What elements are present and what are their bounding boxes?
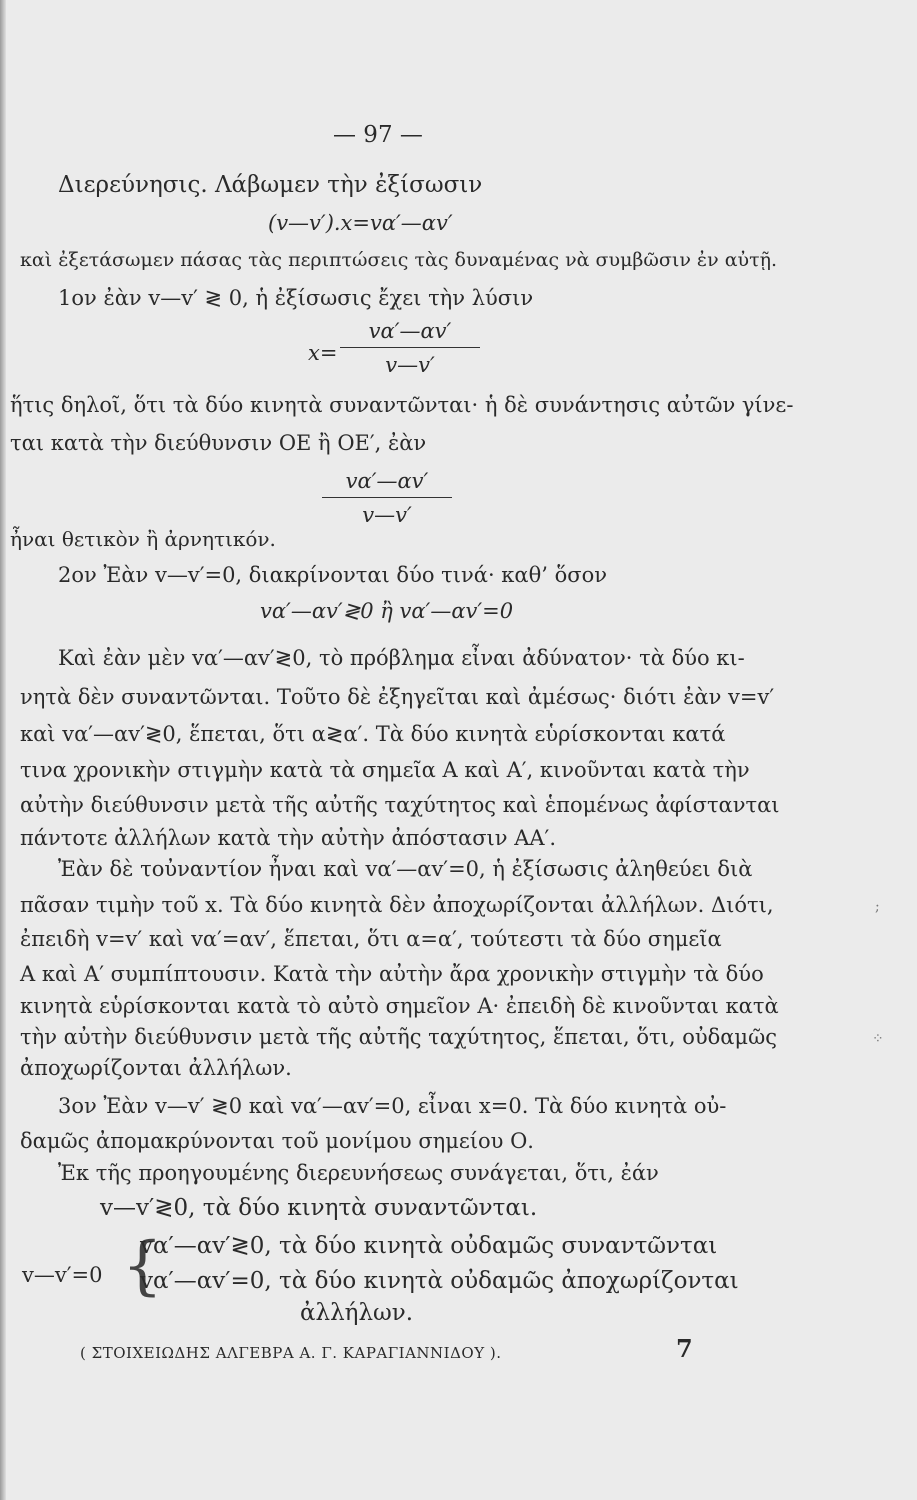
paragraph-impossible-line-6: πάντοτε ἀλλήλων κατὰ τὴν αὐτὴν ἀπόστασιν ΑΑ′. <box>20 826 556 850</box>
paragraph-identity-line-6: τὴν αὐτὴν διεύθυνσιν μετὰ τῆς αὐτῆς ταχύτητος, ἕπεται, ὅτι, οὐδαμῶς <box>20 1025 777 1049</box>
case-2-line: 2ον Ἐὰν v—v′=0, διακρίνονται δύο τινά· καθ’ ὅσον <box>58 563 607 587</box>
summary-branch-1: vα′—αv′≷0, τὰ δύο κινητὰ οὐδαμῶς συναντῶνται <box>140 1233 718 1259</box>
summary-branch-3: ἀλλήλων. <box>300 1300 414 1326</box>
paragraph-meeting-line-2: ται κατὰ τὴν διεύθυνσιν ΟΕ ἢ ΟΕ′, ἐὰν <box>10 431 427 455</box>
case-3-line-2: δαμῶς ἀπομακρύνονται τοῦ μονίμου σημείου Ο. <box>20 1129 534 1153</box>
case-3-line-1: 3ον Ἐὰν v—v′ ≷0 καὶ vα′—αv′=0, εἶναι x=0. Τὰ δύο κινητὰ οὐ- <box>58 1094 727 1118</box>
paragraph-impossible-line-1: Καὶ ἐὰν μὲν vα′—αv′≷0, τὸ πρόβλημα εἶναι ἀδύνατον· τὰ δύο κι- <box>58 646 745 670</box>
paragraph-impossible-line-4: τινα χρονικὴν στιγμὴν κατὰ τὰ σημεῖα Α καὶ Α′, κινοῦνται κατὰ τὴν <box>20 758 750 782</box>
solution-lhs: x= <box>308 341 338 365</box>
paragraph-identity-line-3: ἐπειδὴ v=v′ καὶ vα′=αv′, ἕπεται, ὅτι α=α′, τούτεστι τὰ δύο σημεῖα <box>20 927 722 951</box>
paragraph-impossible-line-5: αὐτὴν διεύθυνσιν μετὰ τῆς αὐτῆς ταχύτητος καὶ ἑπομένως ἀφίστανται <box>20 793 780 817</box>
footer-book-title: ( ΣΤΟΙΧΕΙΩΔΗΣ ΑΛΓΕΒΡΑ Α. Γ. ΚΑΡΑΓΙΑΝΝΙΔΟΥ ). <box>80 1344 502 1362</box>
equation-main: (v—v′).x=vα′—αv′ <box>268 211 453 235</box>
summary-line-1: v—v′≷0, τὰ δύο κινητὰ συναντῶνται. <box>100 1195 538 1221</box>
solution-fraction <box>340 318 480 378</box>
margin-mark: ; <box>875 899 880 915</box>
paragraph-identity-line-2: πᾶσαν τιμὴν τοῦ x. Τὰ δύο κινητὰ δὲν ἀποχωρίζονται ἀλλήλων. Διότι, <box>20 893 774 917</box>
paragraph-intro: καὶ ἐξετάσωμεν πάσας τὰς περιπτώσεις τὰς δυναμένας νὰ συμβῶσιν ἐν αὐτῇ. <box>20 249 778 271</box>
summary-branch-2: vα′—αv′=0, τὰ δύο κινητὰ οὐδαμῶς ἀποχωρίζονται <box>140 1268 739 1294</box>
summary-lhs: v—v′=0 <box>22 1263 103 1287</box>
paragraph-impossible-line-2: νητὰ δὲν συναντῶνται. Τοῦτο δὲ ἐξηγεῖται καὶ ἀμέσως· διότι ἐὰν v=v′ <box>20 685 775 709</box>
direction-fraction <box>322 468 452 528</box>
margin-dots: ⁘ <box>872 1031 884 1047</box>
solution-denominator: v—v′ <box>385 353 435 377</box>
paragraph-meeting-line-1: ἥτις δηλοῖ, ὅτι τὰ δύο κινητὰ συναντῶνται· ἡ δὲ συνάντησις αὐτῶν γίνε- <box>10 393 794 417</box>
paragraph-impossible-line-3: καὶ vα′—αv′≷0, ἕπεται, ὅτι α≷α′. Τὰ δύο κινητὰ εὑρίσκονται κατά <box>20 722 726 746</box>
paragraph-identity-line-4: Α καὶ Α′ συμπίπτουσιν. Κατὰ τὴν αὐτὴν ἄρα χρονικὴν στιγμὴν τὰ δύο <box>20 962 764 986</box>
summary-intro: Ἐκ τῆς προηγουμένης διερευνήσεως συνάγεται, ὅτι, ἐάν <box>58 1161 659 1185</box>
direction-numerator: vα′—αv′ <box>322 468 452 498</box>
page-edge-shadow <box>0 0 6 1500</box>
signature-mark: 7 <box>676 1334 693 1363</box>
direction-denominator: v—v′ <box>362 503 412 527</box>
section-heading: Διερεύνησις. Λάβωμεν τὴν ἐξίσωσιν <box>58 172 483 198</box>
case-2-equations: vα′—αv′≷0 ἢ vα′—αv′=0 <box>260 599 514 623</box>
solution-numerator: vα′—αv′ <box>340 318 480 348</box>
case-1-line: 1ον ἐὰν v—v′ ≷ 0, ἡ ἐξίσωσις ἔχει τὴν λύσιν <box>58 286 534 310</box>
paragraph-identity-line-7: ἀποχωρίζονται ἀλλήλων. <box>20 1056 292 1080</box>
summary-brace: { <box>122 1229 163 1303</box>
paragraph-identity-line-5: κινητὰ εὑρίσκονται κατὰ τὸ αὐτὸ σημεῖον Α· ἐπειδὴ δὲ κινοῦνται κατὰ <box>20 994 779 1018</box>
paragraph-sign: ἦναι θετικὸν ἢ ἀρνητικόν. <box>10 527 276 551</box>
page-number: — 97 — <box>333 122 423 148</box>
paragraph-identity-line-1: Ἐὰν δὲ τοὐναντίον ἦναι καὶ vα′—αv′=0, ἡ ἐξίσωσις ἀληθεύει διὰ <box>58 857 753 881</box>
